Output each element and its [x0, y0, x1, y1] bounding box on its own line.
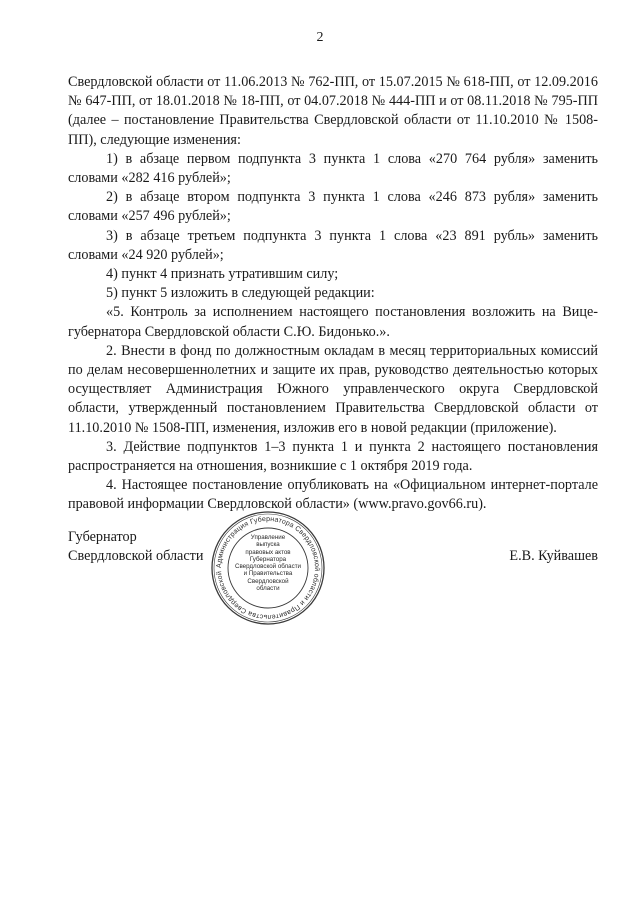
- seal-inner-line: и Правительства: [243, 570, 293, 578]
- seal-inner-line: выпуска: [256, 541, 280, 549]
- signatory-title-line2: Свердловской области: [68, 548, 204, 565]
- seal-inner-line: Свердловской области: [234, 563, 301, 571]
- paragraph-item-5: 5) пункт 5 изложить в следующей редакции:: [106, 285, 375, 302]
- seal-inner-line: Губернатора: [249, 555, 287, 563]
- paragraph-section-4: 4. Настоящее постановление опубликовать на «Официальном интернет-портале правовой информации Свердловской области» (www.pravo.gov66.ru).: [68, 477, 598, 513]
- paragraph-item-4: 4) пункт 4 признать утратившим силу;: [106, 266, 339, 283]
- paragraph-section-2: 2. Внести в фонд по должностным окладам в месяц территориальных комиссий по делам несовершеннолетних и защите их прав, руководство деятельностью которых осуществляет Администрация Южного управленческого округа Свердловской области, утвержденный постановлением Правительства Свердловской области от 11.10.2010 № 1508-ПП, изменения, изложив его в новой редакции (приложение).: [68, 342, 598, 436]
- seal-inner-line: Свердловской: [247, 577, 289, 585]
- signatory-title-line1: Губернатор: [68, 529, 137, 545]
- paragraph-amended-acts: Свердловской области от 11.06.2013 № 762-ПП, от 15.07.2015 № 618-ПП, от 12.09.2016 № 647-ПП, от 18.01.2018 № 18-ПП, от 04.07.2018 № 444-ПП и от 08.11.2018 № 795-ПП (далее – постановление Правительства Свердловской области от 11.10.2010 № 1508-ПП), следующие изменения:: [68, 74, 598, 148]
- page-number: 2: [316, 30, 324, 45]
- signatory-title: [68, 528, 203, 566]
- seal-inner-line: правовых актов: [245, 548, 291, 556]
- paragraph-control-clause: «5. Контроль за исполнением настоящего постановления возложить на Вице-губернатора Свердловской области С.Ю. Бидонько.».: [68, 304, 598, 340]
- paragraph-section-3: 3. Действие подпунктов 1–3 пункта 1 и пункта 2 настоящего постановления распространяется на отношения, возникшие с 1 октября 2019 года.: [68, 438, 598, 475]
- official-seal: [210, 510, 326, 626]
- seal-inner-text: [232, 534, 304, 592]
- signature-block: [68, 515, 598, 638]
- paragraph-item-1: 1) в абзаце первом подпункта 3 пункта 1 слова «270 764 рубля» заменить словами «282 416 рублей»;: [68, 150, 598, 187]
- paragraph-item-3: 3) в абзаце третьем подпункта 3 пункта 1 слова «23 891 рубль» заменить словами «24 920 рублей»;: [68, 227, 598, 263]
- paragraph-item-2: 2) в абзаце втором подпункта 3 пункта 1 слова «246 873 рубля» заменить словами «257 496 рублей»;: [68, 189, 598, 225]
- seal-inner-line: области: [256, 585, 280, 593]
- seal-outer-text: Администрация Губернатора Свердловской области и Правительства Свердловской: [215, 515, 321, 621]
- signatory-name: Е.В. Куйвашев: [509, 548, 598, 564]
- seal-inner-line: Управление: [250, 534, 286, 541]
- document-body: [68, 73, 598, 515]
